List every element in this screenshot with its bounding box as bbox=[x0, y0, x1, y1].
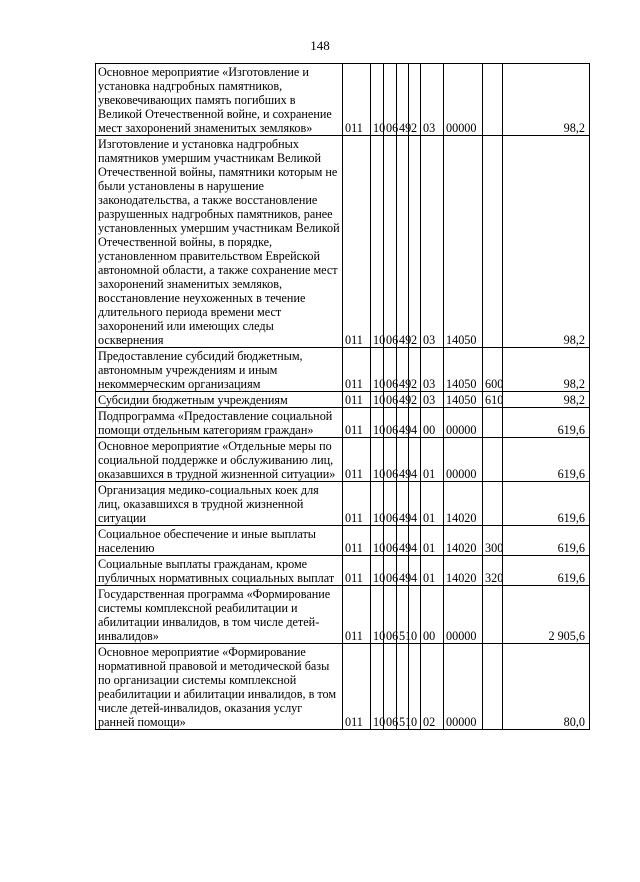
row-name: Социальное обеспечение и иные выплаты населению bbox=[96, 526, 343, 556]
direction-code: 00000 bbox=[444, 644, 483, 730]
sum-value: 2 905,6 bbox=[503, 586, 590, 644]
activity-code: 00 bbox=[421, 408, 444, 438]
table-row bbox=[96, 586, 590, 644]
table-row bbox=[96, 556, 590, 586]
row-name: Изготовление и установка надгробных памятников умершим участникам Великой Отечественной войны, памятники которым не были установлены в нарушение законодательства, а также восстановление разрушенных надгробных памятников, ранее установленных умершим участникам Великой Отечественной войны, в порядке, установленном правительством Еврейской автономной области, а также сохранение мест захоронений знаменитых земляков, восстановление неухоженных в течение длительного периода времени мест захоронений или имеющих следы осквернения bbox=[96, 136, 343, 348]
expense-type-code bbox=[483, 482, 503, 526]
section-code: 10 bbox=[371, 348, 384, 392]
direction-code: 14020 bbox=[444, 482, 483, 526]
grbs-code: 011 bbox=[343, 438, 371, 482]
direction-code: 00000 bbox=[444, 438, 483, 482]
subprogram-code: 0 bbox=[409, 586, 421, 644]
row-name: Основное мероприятие «Отдельные меры по социальной поддержке и обслуживанию лиц, оказавшихся в трудной жизненной ситуации» bbox=[96, 438, 343, 482]
table-row bbox=[96, 348, 590, 392]
subprogram-code: 4 bbox=[409, 408, 421, 438]
program-code: 51 bbox=[397, 586, 409, 644]
grbs-code: 011 bbox=[343, 482, 371, 526]
table-row bbox=[96, 526, 590, 556]
grbs-code: 011 bbox=[343, 556, 371, 586]
table-row bbox=[96, 644, 590, 730]
section-code: 10 bbox=[371, 482, 384, 526]
table-row bbox=[96, 64, 590, 136]
table-row bbox=[96, 136, 590, 348]
table-row bbox=[96, 482, 590, 526]
table-body bbox=[96, 64, 590, 730]
sum-value: 619,6 bbox=[503, 556, 590, 586]
expense-type-code bbox=[483, 408, 503, 438]
expense-type-code bbox=[483, 136, 503, 348]
sum-value: 619,6 bbox=[503, 482, 590, 526]
subsection-code: 06 bbox=[384, 348, 397, 392]
activity-code: 03 bbox=[421, 64, 444, 136]
row-name: Государственная программа «Формирование системы комплексной реабилитации и абилитации инвалидов, в том числе детей-инвалидов» bbox=[96, 586, 343, 644]
subprogram-code: 4 bbox=[409, 526, 421, 556]
section-code: 10 bbox=[371, 526, 384, 556]
program-code: 49 bbox=[397, 392, 409, 408]
activity-code: 00 bbox=[421, 586, 444, 644]
sum-value: 98,2 bbox=[503, 136, 590, 348]
grbs-code: 011 bbox=[343, 64, 371, 136]
section-code: 10 bbox=[371, 644, 384, 730]
direction-code: 14050 bbox=[444, 136, 483, 348]
sum-value: 98,2 bbox=[503, 64, 590, 136]
sum-value: 80,0 bbox=[503, 644, 590, 730]
expense-type-code bbox=[483, 64, 503, 136]
subsection-code: 06 bbox=[384, 408, 397, 438]
table-row bbox=[96, 438, 590, 482]
activity-code: 01 bbox=[421, 482, 444, 526]
subsection-code: 06 bbox=[384, 482, 397, 526]
program-code: 49 bbox=[397, 438, 409, 482]
direction-code: 00000 bbox=[444, 64, 483, 136]
activity-code: 03 bbox=[421, 348, 444, 392]
program-code: 49 bbox=[397, 136, 409, 348]
program-code: 51 bbox=[397, 644, 409, 730]
budget-table bbox=[95, 63, 590, 730]
subsection-code: 06 bbox=[384, 526, 397, 556]
section-code: 10 bbox=[371, 136, 384, 348]
table-row bbox=[96, 408, 590, 438]
row-name: Предоставление субсидий бюджетным, автономным учреждениям и иным некоммерческим организациям bbox=[96, 348, 343, 392]
subsection-code: 06 bbox=[384, 136, 397, 348]
section-code: 10 bbox=[371, 408, 384, 438]
activity-code: 01 bbox=[421, 526, 444, 556]
expense-type-code: 300 bbox=[483, 526, 503, 556]
subprogram-code: 0 bbox=[409, 644, 421, 730]
subprogram-code: 4 bbox=[409, 556, 421, 586]
grbs-code: 011 bbox=[343, 644, 371, 730]
activity-code: 02 bbox=[421, 644, 444, 730]
expense-type-code bbox=[483, 586, 503, 644]
grbs-code: 011 bbox=[343, 408, 371, 438]
section-code: 10 bbox=[371, 392, 384, 408]
sum-value: 619,6 bbox=[503, 408, 590, 438]
page-number: 148 bbox=[310, 38, 330, 53]
program-code: 49 bbox=[397, 348, 409, 392]
expense-type-code: 600 bbox=[483, 348, 503, 392]
expense-type-code bbox=[483, 438, 503, 482]
row-name: Подпрограмма «Предоставление социальной помощи отдельным категориям граждан» bbox=[96, 408, 343, 438]
row-name: Основное мероприятие «Изготовление и установка надгробных памятников, увековечивающих память погибших в Великой Отечественной войне, и сохранение мест захоронений знаменитых земляков» bbox=[96, 64, 343, 136]
direction-code: 14050 bbox=[444, 392, 483, 408]
program-code: 49 bbox=[397, 408, 409, 438]
table-row bbox=[96, 392, 590, 408]
sum-value: 98,2 bbox=[503, 392, 590, 408]
subprogram-code: 4 bbox=[409, 438, 421, 482]
subsection-code: 06 bbox=[384, 64, 397, 136]
subsection-code: 06 bbox=[384, 556, 397, 586]
sum-value: 619,6 bbox=[503, 438, 590, 482]
program-code: 49 bbox=[397, 482, 409, 526]
expense-type-code: 320 bbox=[483, 556, 503, 586]
program-code: 49 bbox=[397, 64, 409, 136]
activity-code: 03 bbox=[421, 136, 444, 348]
row-name: Социальные выплаты гражданам, кроме публичных нормативных социальных выплат bbox=[96, 556, 343, 586]
subprogram-code: 4 bbox=[409, 482, 421, 526]
subprogram-code: 2 bbox=[409, 392, 421, 408]
program-code: 49 bbox=[397, 526, 409, 556]
program-code: 49 bbox=[397, 556, 409, 586]
grbs-code: 011 bbox=[343, 526, 371, 556]
activity-code: 03 bbox=[421, 392, 444, 408]
subsection-code: 06 bbox=[384, 438, 397, 482]
expense-type-code: 610 bbox=[483, 392, 503, 408]
section-code: 10 bbox=[371, 556, 384, 586]
subprogram-code: 2 bbox=[409, 64, 421, 136]
subsection-code: 06 bbox=[384, 586, 397, 644]
activity-code: 01 bbox=[421, 556, 444, 586]
sum-value: 619,6 bbox=[503, 526, 590, 556]
row-name: Субсидии бюджетным учреждениям bbox=[96, 392, 343, 408]
expense-type-code bbox=[483, 644, 503, 730]
subsection-code: 06 bbox=[384, 644, 397, 730]
grbs-code: 011 bbox=[343, 392, 371, 408]
activity-code: 01 bbox=[421, 438, 444, 482]
grbs-code: 011 bbox=[343, 586, 371, 644]
section-code: 10 bbox=[371, 586, 384, 644]
direction-code: 14050 bbox=[444, 348, 483, 392]
direction-code: 00000 bbox=[444, 408, 483, 438]
section-code: 10 bbox=[371, 64, 384, 136]
sum-value: 98,2 bbox=[503, 348, 590, 392]
section-code: 10 bbox=[371, 438, 384, 482]
subprogram-code: 2 bbox=[409, 348, 421, 392]
subprogram-code: 2 bbox=[409, 136, 421, 348]
row-name: Основное мероприятие «Формирование нормативной правовой и методической базы по организации системы комплексной реабилитации и абилитации инвалидов, в том числе детей-инвалидов, оказания услуг ранней помощи» bbox=[96, 644, 343, 730]
direction-code: 14020 bbox=[444, 526, 483, 556]
direction-code: 00000 bbox=[444, 586, 483, 644]
grbs-code: 011 bbox=[343, 348, 371, 392]
direction-code: 14020 bbox=[444, 556, 483, 586]
subsection-code: 06 bbox=[384, 392, 397, 408]
grbs-code: 011 bbox=[343, 136, 371, 348]
row-name: Организация медико-социальных коек для лиц, оказавшихся в трудной жизненной ситуации bbox=[96, 482, 343, 526]
